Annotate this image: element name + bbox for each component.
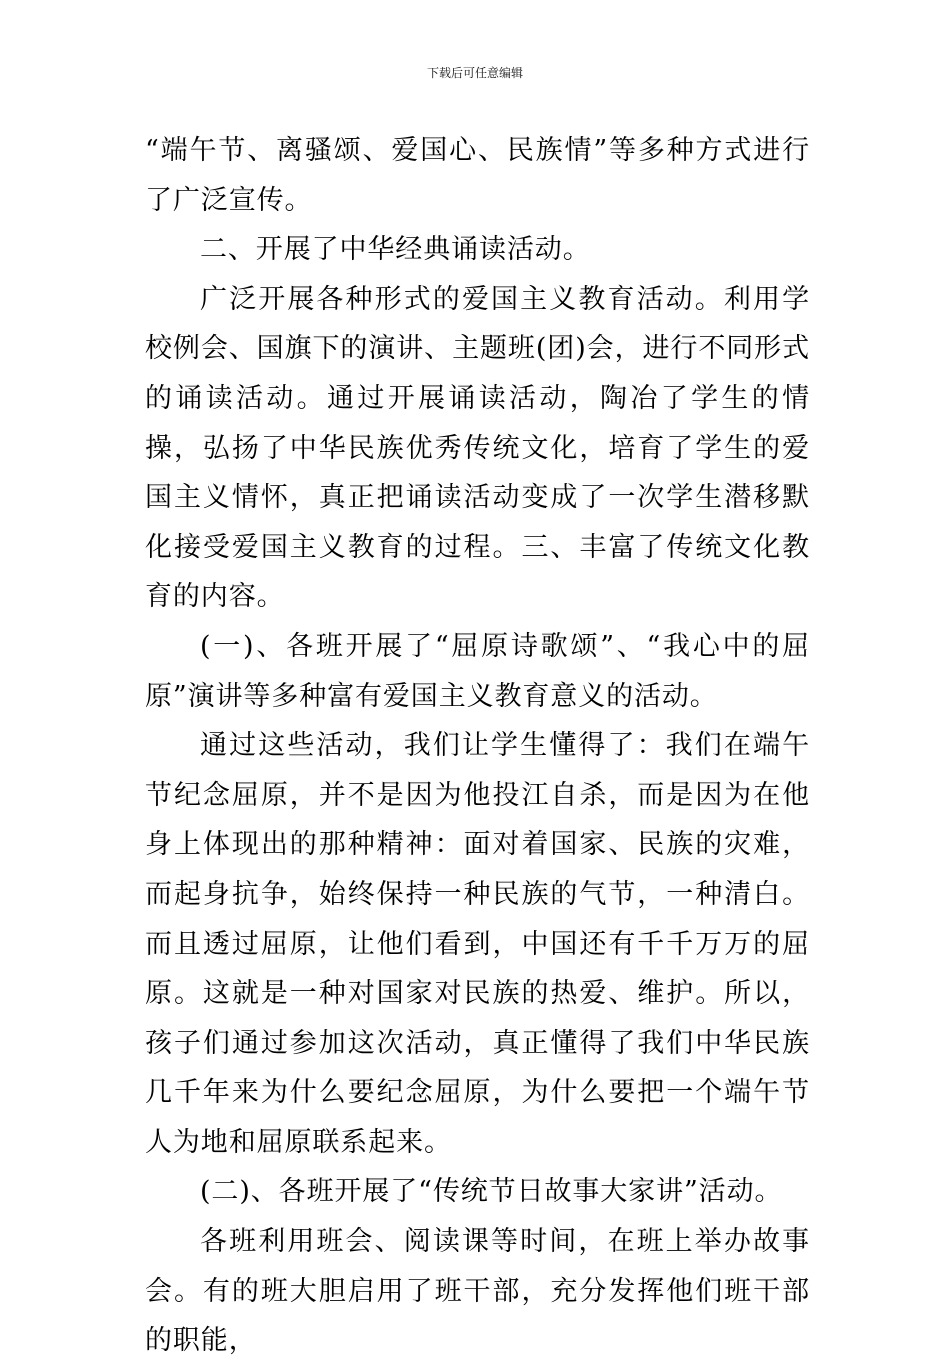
paragraph-6: (二)、各班开展了“传统节日故事大家讲”活动。 (200, 1176, 783, 1208)
document-body (145, 126, 810, 1366)
paragraph-4: (一)、各班开展了“屈原诗歌颂”、“我心中的屈原”演讲等多种富有爱国主义教育意义的活动。 (145, 630, 810, 712)
paragraph-5: 通过这些活动，我们让学生懂得了：我们在端午节纪念屈原，并不是因为他投江自杀，而是因为在他身上体现出的那种精神：面对着国家、民族的灾难，而起身抗争，始终保持一种民族的气节，一种清白。而且透过屈原，让他们看到，中国还有千千万万的屈原。这就是一种对国家对民族的热爱、维护。所以，孩子们通过参加这次活动，真正懂得了我们中华民族几千年来为什么要纪念屈原，为什么要把一个端午节人为地和屈原联系起来。 (145, 730, 810, 1158)
header-note: 下载后可任意编辑 (426, 66, 523, 80)
paragraph-3: 广泛开展各种形式的爱国主义教育活动。利用学校例会、国旗下的演讲、主题班(团)会，进行不同形式的诵读活动。通过开展诵读活动，陶冶了学生的情操，弘扬了中华民族优秀传统文化，培育了学生的爱国主义情怀，真正把诵读活动变成了一次学生潜移默化接受爱国主义教育的过程。三、丰富了传统文化教育的内容。 (145, 283, 810, 613)
paragraph-2: 二、开展了中华经典诵读活动。 (200, 234, 591, 266)
paragraph-7: 各班利用班会、阅读课等时间，在班上举办故事会。有的班大胆启用了班干部，充分发挥他们班干部的职能， (145, 1226, 810, 1357)
paragraph-1: “端午节、离骚颂、爱国心、民族情”等多种方式进行了广泛宣传。 (145, 135, 810, 216)
